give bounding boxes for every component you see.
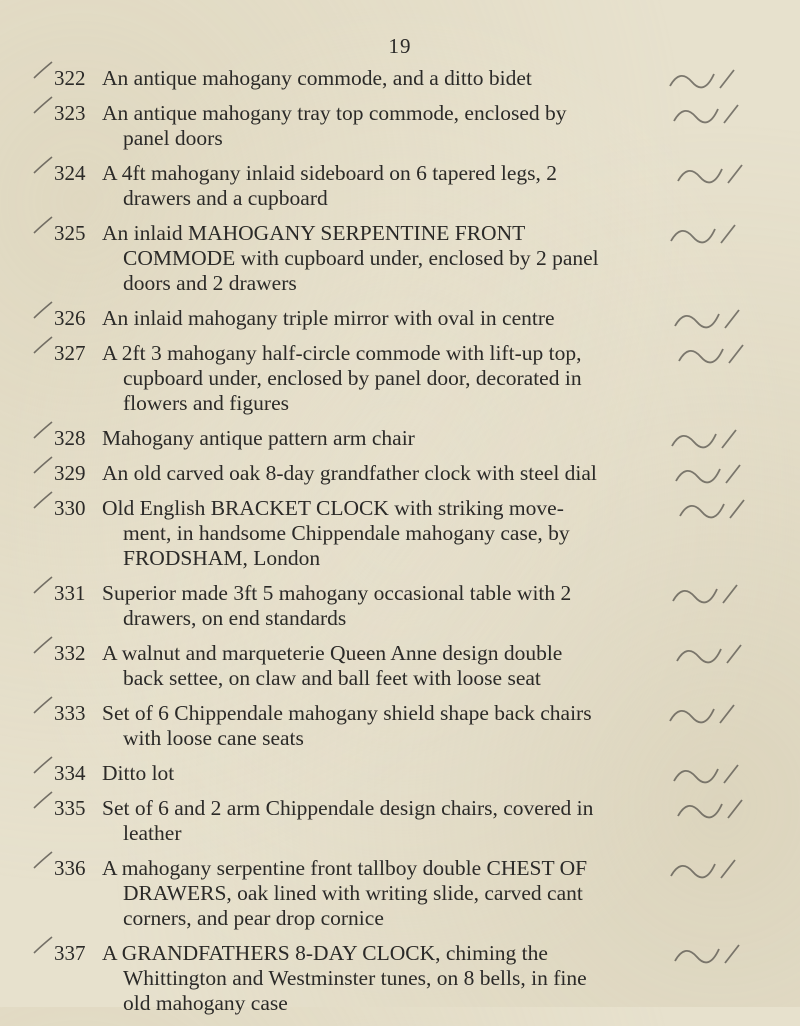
pencil-tick-mark [30,420,54,448]
handwritten-price-scribble [650,339,770,369]
lot-description-line: drawers, on end standards [123,606,347,630]
handwritten-price-scribble [650,304,770,334]
lot-description-line: Ditto lot [102,761,175,785]
lot-description [102,701,662,751]
lot-description [102,66,662,91]
lot-description [102,101,662,151]
lot-description-line: cupboard under, enclosed by panel door, decorated in [123,366,582,390]
lot-description-line: with loose cane seats [123,726,304,750]
pencil-tick-mark [30,635,54,663]
lot-entry [0,856,800,931]
lot-entry [0,941,800,1016]
lot-number: 335 [54,796,86,820]
lot-description-line: DRAWERS, oak lined with writing slide, carved cant [123,881,583,905]
pencil-tick-mark [30,790,54,818]
lot-number: 322 [54,66,86,90]
lot-number: 325 [54,221,86,245]
handwritten-price-scribble [650,759,770,789]
lot-description [102,221,662,296]
handwritten-price-scribble [650,579,770,609]
lot-description-line: An inlaid mahogany triple mirror with oval in centre [102,306,555,330]
pencil-tick-mark [30,215,54,243]
lot-entry [0,761,800,786]
lot-description-line: An inlaid MAHOGANY SERPENTINE FRONT [102,221,526,245]
lot-entry [0,66,800,91]
lot-number: 332 [54,641,86,665]
pencil-tick-mark [30,335,54,363]
handwritten-price-scribble [650,159,770,189]
lot-entry [0,461,800,486]
pencil-tick-mark [30,695,54,723]
pencil-tick-mark [30,155,54,183]
handwritten-price-scribble [650,639,770,669]
lot-description-line: A 4ft mahogany inlaid sideboard on 6 tapered legs, 2 [102,161,557,185]
lot-description-line: COMMODE with cupboard under, enclosed by 2 panel [123,246,599,270]
lot-number: 324 [54,161,86,185]
lot-number: 323 [54,101,86,125]
lot-number: 328 [54,426,86,450]
lot-number: 330 [54,496,86,520]
lot-number: 336 [54,856,86,880]
pencil-tick-mark [30,490,54,518]
handwritten-price-scribble [650,64,770,94]
handwritten-price-scribble [650,939,770,969]
handwritten-price-scribble [650,219,770,249]
lot-description-line: corners, and pear drop cornice [123,906,384,930]
handwritten-price-scribble [650,794,770,824]
lot-description-line: Mahogany antique pattern arm chair [102,426,415,450]
lot-number: 329 [54,461,86,485]
lot-description-line: FRODSHAM, London [123,546,321,570]
lot-description-line: flowers and figures [123,391,289,415]
lot-entry [0,426,800,451]
lot-description [102,856,662,931]
lot-entry [0,641,800,691]
lot-description-line: doors and 2 drawers [123,271,297,295]
lot-number: 327 [54,341,86,365]
lot-entry [0,306,800,331]
lot-description-line: ment, in handsome Chippendale mahogany case, by [123,521,570,545]
lot-description [102,496,662,571]
pencil-tick-mark [30,935,54,963]
page-number: 19 [388,34,412,58]
lot-number: 331 [54,581,86,605]
lot-description-line: back settee, on claw and ball feet with loose seat [123,666,541,690]
lot-description [102,161,662,211]
lot-entry [0,101,800,151]
handwritten-price-scribble [650,494,770,524]
lot-description-line: drawers and a cupboard [123,186,328,210]
lot-description-line: A GRANDFATHERS 8-DAY CLOCK, chiming the [102,941,548,965]
lot-description [102,426,662,451]
lot-entry [0,161,800,211]
lot-description-line: Superior made 3ft 5 mahogany occasional table with 2 [102,581,572,605]
lot-description-line: Whittington and Westminster tunes, on 8 bells, in fine [123,966,587,990]
lot-entry [0,496,800,571]
lot-number: 326 [54,306,86,330]
lot-entry [0,341,800,416]
lot-list [0,66,800,1026]
lot-description [102,761,662,786]
lot-entry [0,221,800,296]
lot-description-line: old mahogany case [123,991,288,1015]
lot-number: 337 [54,941,86,965]
lot-description-line: An old carved oak 8-day grandfather clock with steel dial [102,461,597,485]
lot-description [102,641,662,691]
lot-description-line: A walnut and marqueterie Queen Anne design double [102,641,563,665]
lot-description-line: leather [123,821,182,845]
lot-description-line: An antique mahogany tray top commode, enclosed by [102,101,567,125]
handwritten-price-scribble [650,699,770,729]
lot-description-line: Set of 6 and 2 arm Chippendale design chairs, covered in [102,796,594,820]
pencil-tick-mark [30,755,54,783]
lot-description [102,341,662,416]
pencil-tick-mark [30,300,54,328]
pencil-tick-mark [30,95,54,123]
lot-entry [0,701,800,751]
lot-description [102,461,662,486]
lot-description-line: panel doors [123,126,223,150]
lot-description [102,941,662,1016]
lot-entry [0,581,800,631]
lot-number: 333 [54,701,86,725]
pencil-tick-mark [30,60,54,88]
handwritten-price-scribble [650,424,770,454]
lot-description [102,306,662,331]
lot-description-line: Set of 6 Chippendale mahogany shield shape back chairs [102,701,592,725]
lot-description [102,796,662,846]
handwritten-price-scribble [650,99,770,129]
lot-number: 334 [54,761,86,785]
lot-description-line: Old English BRACKET CLOCK with striking move- [102,496,564,520]
lot-description-line: A mahogany serpentine front tallboy double CHEST OF [102,856,588,880]
pencil-tick-mark [30,575,54,603]
handwritten-price-scribble [650,459,770,489]
pencil-tick-mark [30,455,54,483]
lot-description [102,581,662,631]
lot-description-line: An antique mahogany commode, and a ditto bidet [102,66,532,90]
pencil-tick-mark [30,850,54,878]
handwritten-price-scribble [650,854,770,884]
lot-entry [0,796,800,846]
lot-description-line: A 2ft 3 mahogany half-circle commode with lift-up top, [102,341,582,365]
